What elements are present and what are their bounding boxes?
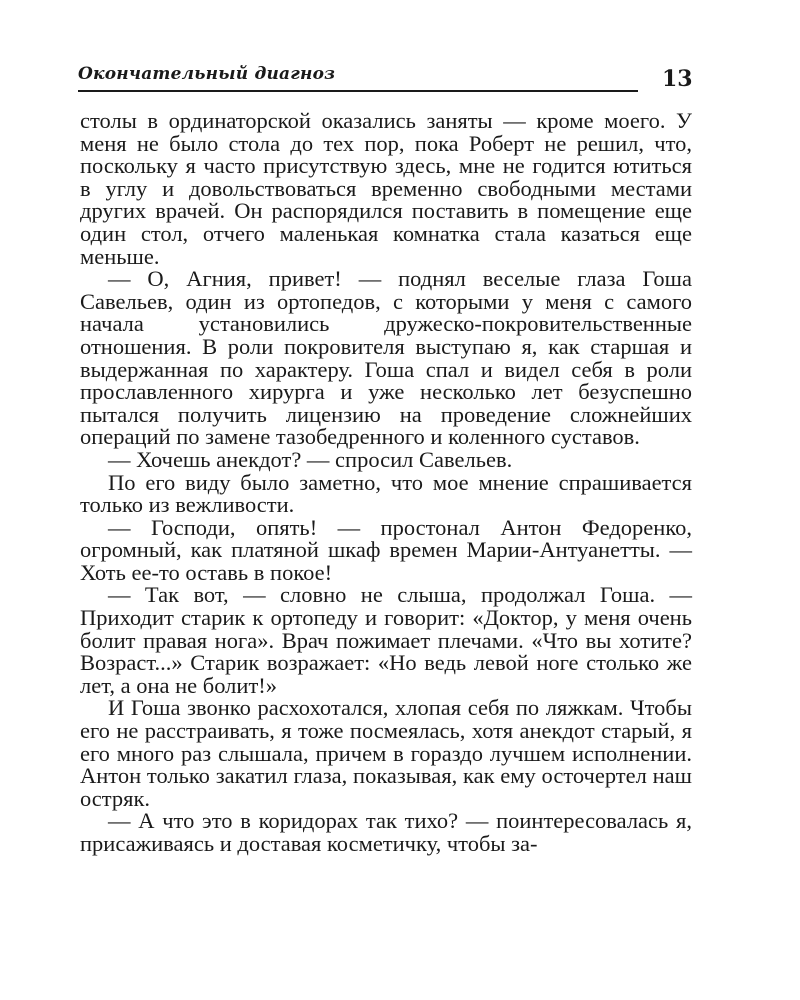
page-number: 13 <box>662 66 693 92</box>
body-text <box>80 110 692 856</box>
running-header <box>78 60 638 92</box>
paragraph: — Господи, опять! — простонал Антон Федоренко, огромный, как платяной шкаф времен Марии-Антуанетты. — Хоть ее-то оставь в покое! <box>80 514 692 585</box>
paragraph-continued: столы в ординаторской оказались заняты — кроме моего. У меня не было стола до тех пор, пока Роберт не решил, что, поскольку я часто присутствую здесь, мне не годится ютиться в углу и довольствоваться временно свободными местами других врачей. Он распорядился поставить в помещение еще один стол, отчего маленькая комнатка стала казаться еще меньше. <box>80 108 692 269</box>
paragraph: — А что это в коридорах так тихо? — поинтересовалась я, присаживаясь и доставая косметичку, чтобы за- <box>80 808 692 856</box>
paragraph: — Так вот, — словно не слыша, продолжал Гоша. — Приходит старик к ортопеду и говорит: «Доктор, у меня очень болит правая нога». Врач пожимает плечами. «Что вы хотите? Возраст...» Старик возражает: «Но ведь левой ноге столько же лет, а она не болит!» <box>80 582 692 698</box>
running-title: Окончательный диагноз <box>78 64 336 84</box>
paragraph: — Хочешь анекдот? — спросил Савельев. <box>108 446 513 472</box>
paragraph: И Гоша звонко расхохотался, хлопая себя по ляжкам. Чтобы его не расстраивать, я тоже посмеялась, хотя анекдот старый, я его много раз слышала, причем в гораздо лучшем исполнении. Антон только закатил глаза, показывая, как ему осточертел наш остряк. <box>80 695 692 811</box>
paragraph: По его виду было заметно, что мое мнение спрашивается только из вежливости. <box>80 469 692 518</box>
paragraph: — О, Агния, привет! — поднял веселые глаза Гоша Савельев, один из ортопедов, с которыми у меня с самого начала установились дружеско-покровительственные отношения. В роли покровителя выступаю я, как старшая и выдержанная по характеру. Гоша спал и видел себя в роли прославленного хирурга и уже несколько лет безуспешно пытался получить лицензию на проведение сложнейших операций по замене тазобедренного и коленного суставов. <box>80 266 692 450</box>
